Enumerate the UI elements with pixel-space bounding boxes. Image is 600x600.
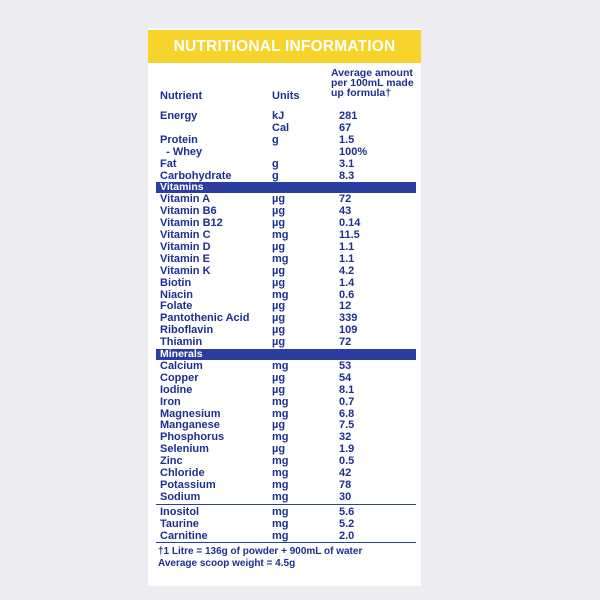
units-column-header: Units — [272, 90, 300, 102]
nutrient-name: Selenium — [160, 443, 209, 456]
nutrient-value: 1.9 — [339, 443, 355, 456]
nutrient-name: Zinc — [160, 455, 183, 468]
nutrient-name: Copper — [160, 371, 199, 384]
nutrient-value: 109 — [339, 324, 358, 337]
table-row — [148, 479, 421, 491]
nutrient-name: Carbohydrate — [160, 169, 232, 182]
nutrient-unit: mg — [272, 252, 289, 265]
nutrient-value: 6.8 — [339, 407, 355, 420]
nutrient-unit: µg — [272, 324, 286, 337]
nutrient-value: 53 — [339, 359, 352, 372]
nutrient-unit: mg — [272, 288, 289, 301]
nutrient-name: Biotin — [160, 276, 192, 289]
nutrient-unit: mg — [272, 505, 289, 518]
nutrient-unit: µg — [272, 193, 286, 206]
nutrient-unit: µg — [272, 217, 286, 230]
nutrient-name: Vitamin A — [160, 193, 211, 206]
table-row — [148, 217, 421, 229]
nutrient-value: 5.6 — [339, 505, 355, 518]
nutrient-value: 0.5 — [339, 455, 355, 468]
nutrient-unit: µg — [272, 371, 286, 384]
table-row — [148, 506, 421, 518]
nutrient-name: Phosphorus — [160, 431, 225, 444]
table-row — [148, 205, 421, 217]
table-row — [148, 146, 421, 158]
table-row — [148, 396, 421, 408]
table-row — [148, 518, 421, 530]
nutrient-unit: mg — [272, 395, 289, 408]
minerals-section-header: Minerals — [156, 349, 416, 360]
nutrient-name: Inositol — [160, 505, 200, 518]
table-row — [148, 431, 421, 443]
panel-title: NUTRITIONAL INFORMATION — [148, 30, 421, 63]
table-row — [148, 122, 421, 134]
footnote-litre: †1 Litre = 136g of powder + 900mL of water — [158, 546, 363, 557]
nutrient-value: 67 — [339, 121, 352, 134]
nutrient-value: 11.5 — [339, 229, 360, 241]
nutrient-value: 32 — [339, 431, 352, 444]
nutrient-name: Vitamin K — [160, 264, 211, 277]
nutrient-value: 1.1 — [339, 252, 355, 265]
nutrient-value: 0.14 — [339, 217, 361, 230]
nutrient-unit: µg — [272, 419, 286, 432]
table-row — [148, 491, 421, 503]
nutrient-unit: µg — [272, 300, 286, 313]
nutrient-name: Riboflavin — [160, 324, 214, 337]
nutrient-name: Chloride — [160, 467, 205, 479]
nutrient-value: 12 — [339, 300, 352, 313]
nutrient-unit: g — [272, 157, 279, 170]
nutrient-name: Folate — [160, 300, 193, 313]
nutrient-name: Vitamin D — [160, 240, 211, 253]
nutrient-unit: kJ — [272, 110, 285, 122]
table-row — [148, 134, 421, 146]
nutrient-unit: mg — [272, 455, 289, 468]
nutrition-panel — [148, 28, 421, 586]
table-row — [148, 455, 421, 467]
nutrient-name: Fat — [160, 157, 177, 170]
nutrient-unit: µg — [272, 383, 286, 396]
table-row — [148, 419, 421, 431]
table-row — [148, 300, 421, 312]
nutrient-value: 72 — [339, 193, 352, 206]
nutrient-unit: mg — [272, 478, 289, 491]
table-row — [148, 408, 421, 420]
nutrient-value: 8.1 — [339, 383, 355, 396]
nutrient-name: Thiamin — [160, 336, 203, 349]
nutrient-value: 339 — [339, 312, 358, 325]
table-bottom-divider — [156, 542, 416, 543]
nutrient-value: 5.2 — [339, 517, 355, 530]
nutrient-name: Taurine — [160, 517, 199, 530]
amount-header-line-3: up formula† — [331, 87, 392, 99]
nutrient-value: 78 — [339, 478, 352, 491]
nutrient-name: Sodium — [160, 490, 201, 503]
nutrient-value: 1.1 — [339, 240, 355, 253]
nutrient-value: 30 — [339, 490, 352, 503]
nutrient-name: Vitamin C — [160, 229, 211, 241]
nutrient-name: Pantothenic Acid — [160, 312, 250, 325]
nutrient-name: Carnitine — [160, 529, 208, 542]
table-row — [148, 360, 421, 372]
nutrient-unit: g — [272, 133, 279, 146]
nutrient-value: 2.0 — [339, 529, 355, 542]
nutrient-unit: mg — [272, 407, 289, 420]
nutrient-value: 100% — [339, 145, 368, 158]
nutrient-value: 72 — [339, 336, 352, 349]
amount-column-header — [331, 68, 421, 98]
nutrient-unit: mg — [272, 529, 289, 542]
nutrient-unit: g — [272, 169, 279, 182]
table-row — [148, 253, 421, 265]
nutrient-name: Calcium — [160, 359, 203, 372]
nutrient-name: Energy — [160, 110, 198, 122]
nutrient-unit: mg — [272, 467, 289, 479]
table-row — [148, 193, 421, 205]
nutrient-unit: mg — [272, 490, 289, 503]
nutrient-unit: µg — [272, 312, 286, 325]
nutrient-value: 7.5 — [339, 419, 355, 432]
table-row — [148, 443, 421, 455]
nutrient-name: Vitamin B12 — [160, 217, 223, 230]
nutrient-unit: µg — [272, 264, 286, 277]
table-row — [148, 277, 421, 289]
nutrient-name: Niacin — [160, 288, 194, 301]
nutrient-unit: mg — [272, 229, 289, 241]
nutrient-unit: mg — [272, 517, 289, 530]
nutrient-value: 3.1 — [339, 157, 355, 170]
table-row — [148, 336, 421, 348]
nutrient-column-header: Nutrient — [160, 90, 203, 102]
nutrient-unit: µg — [272, 336, 286, 349]
table-row — [148, 170, 421, 182]
nutrient-value: 8.3 — [339, 169, 355, 182]
nutrient-value: 1.5 — [339, 133, 355, 146]
nutrient-value: 0.7 — [339, 395, 355, 408]
nutrient-unit: mg — [272, 431, 289, 444]
table-row — [148, 384, 421, 396]
nutrient-value: 4.2 — [339, 264, 355, 277]
nutrient-name: Vitamin B6 — [160, 205, 217, 218]
table-row — [148, 467, 421, 479]
nutrient-name: - Whey — [160, 145, 203, 158]
table-row — [148, 158, 421, 170]
table-row — [148, 229, 421, 241]
nutrient-name: Potassium — [160, 478, 216, 491]
nutrient-unit: µg — [272, 443, 286, 456]
nutrient-value: 54 — [339, 371, 352, 384]
table-row — [148, 530, 421, 542]
nutrient-name: Manganese — [160, 419, 220, 432]
nutrient-name: Protein — [160, 133, 198, 146]
nutrient-name: Iodine — [160, 383, 193, 396]
nutrient-unit: µg — [272, 240, 286, 253]
nutrient-unit: Cal — [272, 121, 290, 134]
nutrient-value: 1.4 — [339, 276, 355, 289]
table-row — [148, 265, 421, 277]
table-row — [148, 312, 421, 324]
nutrient-unit: mg — [272, 359, 289, 372]
table-row — [148, 110, 421, 122]
nutrient-value: 42 — [339, 467, 352, 479]
nutrient-unit: µg — [272, 205, 286, 218]
nutrient-value: 0.6 — [339, 288, 355, 301]
nutrient-unit: µg — [272, 276, 286, 289]
table-row — [148, 289, 421, 301]
nutrient-name: Vitamin E — [160, 252, 210, 265]
table-row — [148, 372, 421, 384]
amount-header-line-1: Average amount — [331, 67, 413, 79]
table-row — [148, 324, 421, 336]
nutrient-name: Iron — [160, 395, 181, 408]
nutrient-name: Magnesium — [160, 407, 221, 420]
footnote-scoop: Average scoop weight = 4.5g — [158, 558, 296, 569]
vitamins-section-header: Vitamins — [156, 182, 416, 193]
nutrient-value: 43 — [339, 205, 352, 218]
amount-header-line-2: per 100mL made — [331, 77, 414, 89]
nutrient-value: 281 — [339, 110, 358, 122]
table-row — [148, 241, 421, 253]
